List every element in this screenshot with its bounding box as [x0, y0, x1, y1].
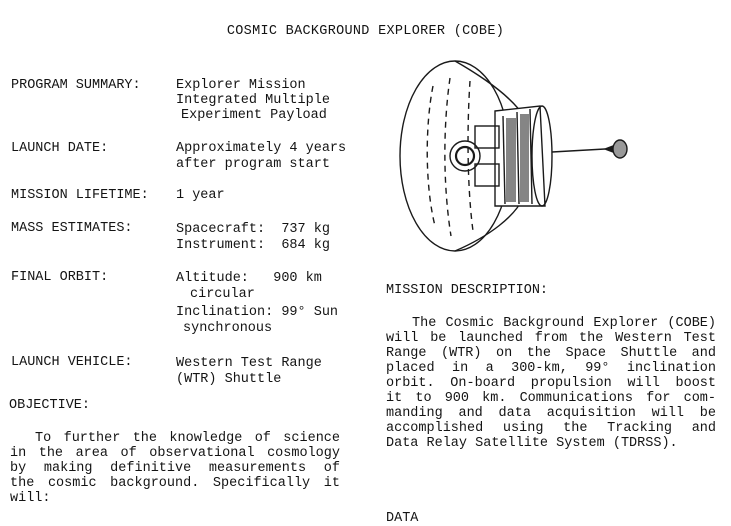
objective-line-1: To further the knowledge of science — [35, 431, 340, 446]
mission-description-line-4: placed in a 300-km, 99° inclination — [386, 361, 716, 376]
mass-estimates-line-1: Spacecraft: 737 kg — [176, 222, 330, 237]
objective-line-3: by making definitive measurements of — [10, 461, 340, 476]
objective-line-4: the cosmic background. Specifically it — [10, 476, 340, 491]
final-orbit-line-3: Inclination: 99° Sun — [176, 305, 339, 320]
program-summary-line-1: Explorer Mission — [176, 78, 306, 93]
mission-description-text — [386, 316, 716, 451]
final-orbit-label: FINAL ORBIT: — [11, 270, 109, 285]
cutoff-heading: DATA — [386, 511, 419, 526]
mission-description-line-6: it to 900 km. Communications for com- — [386, 391, 716, 406]
mission-description-line-9: Data Relay Satellite System (TDRSS). — [386, 436, 678, 451]
program-summary-label: PROGRAM SUMMARY: — [11, 78, 141, 93]
instrument-aperture-inner — [456, 147, 474, 165]
mission-description-line-8: accomplished using the Tracking and — [386, 421, 716, 436]
body-shading-2 — [520, 114, 529, 202]
antenna-boom — [552, 149, 605, 152]
mission-lifetime-value: 1 year — [176, 188, 225, 203]
objective-line-2: in the area of observational cosmology — [10, 446, 340, 461]
objective-label: OBJECTIVE: — [9, 398, 91, 413]
body-shading-1 — [506, 118, 516, 202]
launch-vehicle-label: LAUNCH VEHICLE: — [11, 355, 133, 370]
objective-line-5: will: — [10, 491, 51, 506]
mission-description-line-7: manding and data acquisition will be — [386, 406, 716, 421]
objective-text — [10, 431, 340, 506]
cobe-spacecraft-illustration — [395, 56, 645, 266]
final-orbit-line-4: synchronous — [183, 321, 273, 336]
mission-lifetime-label: MISSION LIFETIME: — [11, 188, 149, 203]
mission-description-label: MISSION DESCRIPTION: — [386, 283, 549, 298]
mission-description-line-5: orbit. On-board propulsion will boost — [386, 376, 716, 391]
program-summary-line-2: Integrated Multiple — [176, 93, 330, 108]
mission-description-line-2: will be launched from the Western Test — [386, 331, 716, 346]
antenna-mount — [605, 146, 613, 152]
antenna-dish — [613, 140, 627, 158]
page-title: COSMIC BACKGROUND EXPLORER (COBE) — [226, 24, 505, 39]
launch-date-label: LAUNCH DATE: — [11, 141, 109, 156]
launch-vehicle-line-2: (WTR) Shuttle — [176, 372, 282, 387]
mission-description-line-3: Range (WTR) on the Space Shuttle and — [386, 346, 716, 361]
sunshade-fold-1 — [427, 86, 435, 226]
program-summary-line-3: Experiment Payload — [181, 108, 327, 123]
sunshade-fold-3 — [468, 81, 473, 231]
mass-estimates-label: MASS ESTIMATES: — [11, 221, 133, 236]
final-orbit-line-2: circular — [190, 287, 255, 302]
mission-description-line-1: The Cosmic Background Explorer (COBE) — [412, 316, 716, 331]
launch-vehicle-line-1: Western Test Range — [176, 356, 322, 371]
launch-date-line-1: Approximately 4 years — [176, 141, 347, 156]
mass-estimates-line-2: Instrument: 684 kg — [176, 238, 330, 253]
launch-date-line-2: after program start — [176, 157, 330, 172]
final-orbit-line-1: Altitude: 900 km — [176, 271, 322, 286]
